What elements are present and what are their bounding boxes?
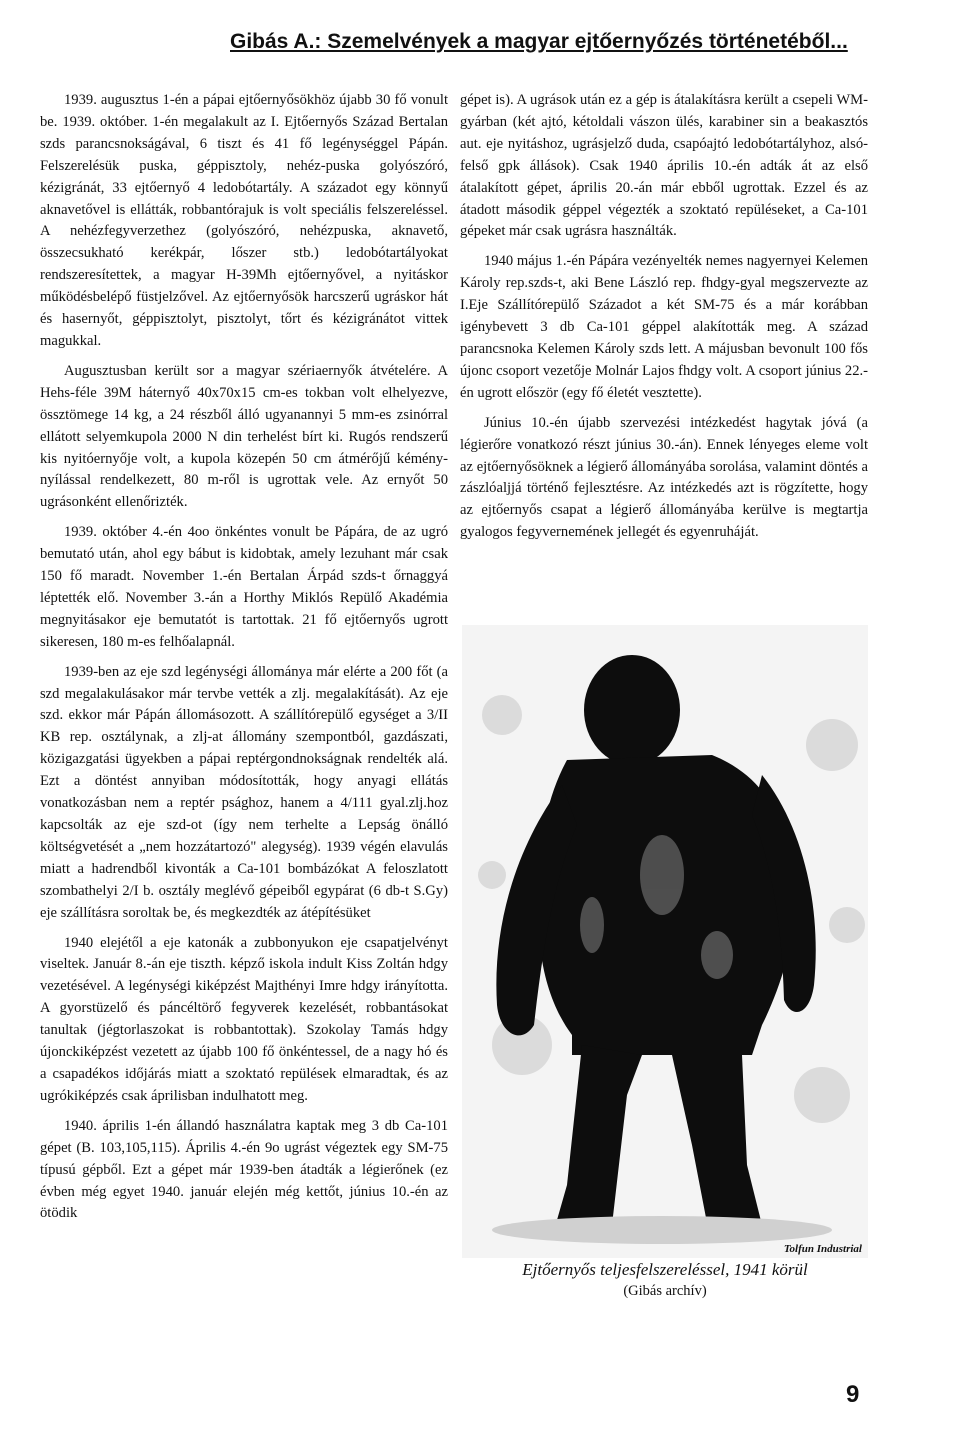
paragraph: 1939. október 4.-én 4oo önkéntes vonult be Pápára, de az ugró bemutató után, ahol egy bábut is kidobtak, amely lezuhant már csak 150 fő maradt. November 1.-én Bertalan Árpád szds-t őrnaggyá léptették elő. November 3.-án a Horthy Miklós Repülő Akadémia megnyitásakor eje bemutatót is tartottak. 21 fő ejtőernyős ugrott sikeresen, 180 m-es felhőalapnál. bbox=[40, 524, 448, 650]
paragraph: 1939. augusztus 1-én a pápai ejtőernyősökhöz újabb 30 fő vonult be. 1939. október. 1-én megalakult az I. Ejtőernyős Század Bertalan szds parancsnokságával, 6 tiszt és 41 fő legénységgel Pápán. Felszerelésük puska, géppisztoly, nehéz-puska golyószóró, kézigránát, 33 ejtőernyő 4 ledobótartály. A századot egy könnyű aknavetővel is ellátták, robbantórajuk is volt speciális felszereléssel. A nehézfegyverzethez (golyószóró, nehézpuska, aknavető, összecsukható kerékpár, lőszer stb.) ledobótartályokat rendszeresítettek, a magyar H-39Mh ejtőernyővel, a nyitáskor működésbelépő füstjelzővel. Az ejtőernyősök harcszerű ugráskor hát és hasernyőt, géppisztolyt, pisztolyt, tőrt és kézigránátot vittek magukkal. bbox=[40, 92, 448, 349]
left-text-column bbox=[40, 90, 448, 1225]
page-number: 9 bbox=[846, 1381, 860, 1408]
paratrooper-figure-image bbox=[462, 625, 868, 1258]
paragraph: gépet is). A ugrások után ez a gép is átalakításra került a csepeli WM-gyárban (két ajtó, kétoldali vászon ülés, karabiner sin a beakasztós aut. eje nyitáshoz, ugrásjelző duda, csapóajtó ledobótartályhoz, alsó-felső gpk állások). Csak 1940 április 10.-én adták át az első átalakított gépet, április 20.-án már ebből ugrottak. Ezzel és az átadott második géppel végezték a szoktató repüléseket, a Ca-101 gépeket már csak ugrásra használták. bbox=[460, 92, 868, 240]
paratrooper-photo bbox=[462, 625, 868, 1258]
page-header-title: Gibás A.: Szemelvények a magyar ejtőernyőzés történetéből... bbox=[230, 30, 848, 53]
paragraph: 1940. április 1-én állandó használatra kaptak meg 3 db Ca-101 gépet (B. 103,105,115). Április 4.-én 9o ugrást végeztek egy SM-75 típusú gépből. Ezt a gépet már 1939-ben átadták a légierőnek (ez évben még egyet 1940. január elején még kettőt, június 10.-én az ötödik bbox=[40, 1117, 448, 1222]
paragraph: 1939-ben az eje szd legénységi állománya már elérte a 200 főt (a szd megalakulásakor már tervbe vették a zlj. megalakítását). Az eje szd. ekkor már Pápán állomásozott. A szállítórepülő egységet a 3/II KB rep. osztálynak, a zlj-at állomány szempontból, gazdászati, közigazgatási ügyekben a pápai reptérgondnokságnak rendelték alá. Ezt a döntést annyiban módosították, hogy anyagi ellátás vonatkozásban nem a reptér psághoz, hanem a 4/111 gyal.zlj.hoz kapcsolták az eje szd-ot (így nem terhelte a Lepság önálló költségvetését a „nem hozzátartozó" alegység). 1939 végén elavulás miatt a hadrendből kivonták a Ca-101 bombázókat A feloszlatott szombathelyi 2/I b. osztály meglévő gépeiből egypárat (6 db-t S.Gy) eje szállításra soroltak be, és megkezdték az átépítésüket bbox=[40, 663, 448, 921]
figure-credit: (Gibás archív) bbox=[623, 1283, 707, 1299]
right-text-column bbox=[460, 90, 868, 544]
figure-caption: Ejtőernyős teljesfelszereléssel, 1941 körül bbox=[522, 1260, 808, 1279]
paragraph: Június 10.-én újabb szervezési intézkedést hagytak jóvá (a légierőre vonatkozó részt június 30.-án). Ennek lényeges eleme volt az ejtőernyősöknek a légierő állományába sorolása, valamint döntés a zászlóaljjá történő fejlesztésre. Az intézkedés azt is rögzítette, hogy az ejtőernyős csapat a légierő állományába kerülve is megtartja gyalogos fegyvernemének jellegét és egyenruháját. bbox=[460, 414, 868, 541]
paragraph: 1940 elejétől a eje katonák a zubbonyukon eje csapatjelvényt viseltek. Január 8.-án eje tiszth. képző iskola indult Kiss Zoltán hdgy vezetésével. A legénységi kiképzést Majthényi Imre hdgy irányította. A gyorstüzelő és páncéltörő fegyverek kezelését, robbantásokat tanultak (jégtorlaszokat is robbantottak). Szokolay Tamás hdgy újonckiképzést vezetett az újabb 100 fő önkéntessel, de a nagy hó és a csapadékos időjárás miatt a szoktató repülések elmaradtak, és az ugrókiképzés csak áprilisban indulhatott meg. bbox=[40, 934, 448, 1104]
paragraph: 1940 május 1.-én Pápára vezényelték nemes nagyernyei Kelemen Károly rep.szds-t, aki Bene László rep. fhdgy-gyal megszervezte az I.Eje Szállítórepülő Századot a két SM-75 és a már korábban igénybevett 3 db Ca-101 géppel alakították meg. A század parancsnoka Kelemen Károly szds lett. A májusban bevonult 100 fős újonc csoport vezetője Molnár Lajos fhdgy volt. A csoport június 22.-én ugrott először (egy fő életét vesztette). bbox=[460, 253, 868, 401]
photo-signature: Tolfun Industrial bbox=[783, 1243, 862, 1255]
paragraph: Augusztusban került sor a magyar szériaernyők átvételére. A Hehs-féle 39M háternyő 40x70x15 cm-es tokban volt elhelyezve, össztömege 14 kg, a 24 részből álló ugyanannyi 5 mm-es zsinórral ellátott selyemkupola 2000 N din terhelést bírt ki. Rugós rendszerű kis nyitóernyője volt, a kupola közepén 50 cm átmérőjű kémény-nyílással rendelkezett, 80 m-ről is ugrottak vele. Az ernyőt 50 ugrásonként ellenőrizték. bbox=[40, 362, 448, 511]
